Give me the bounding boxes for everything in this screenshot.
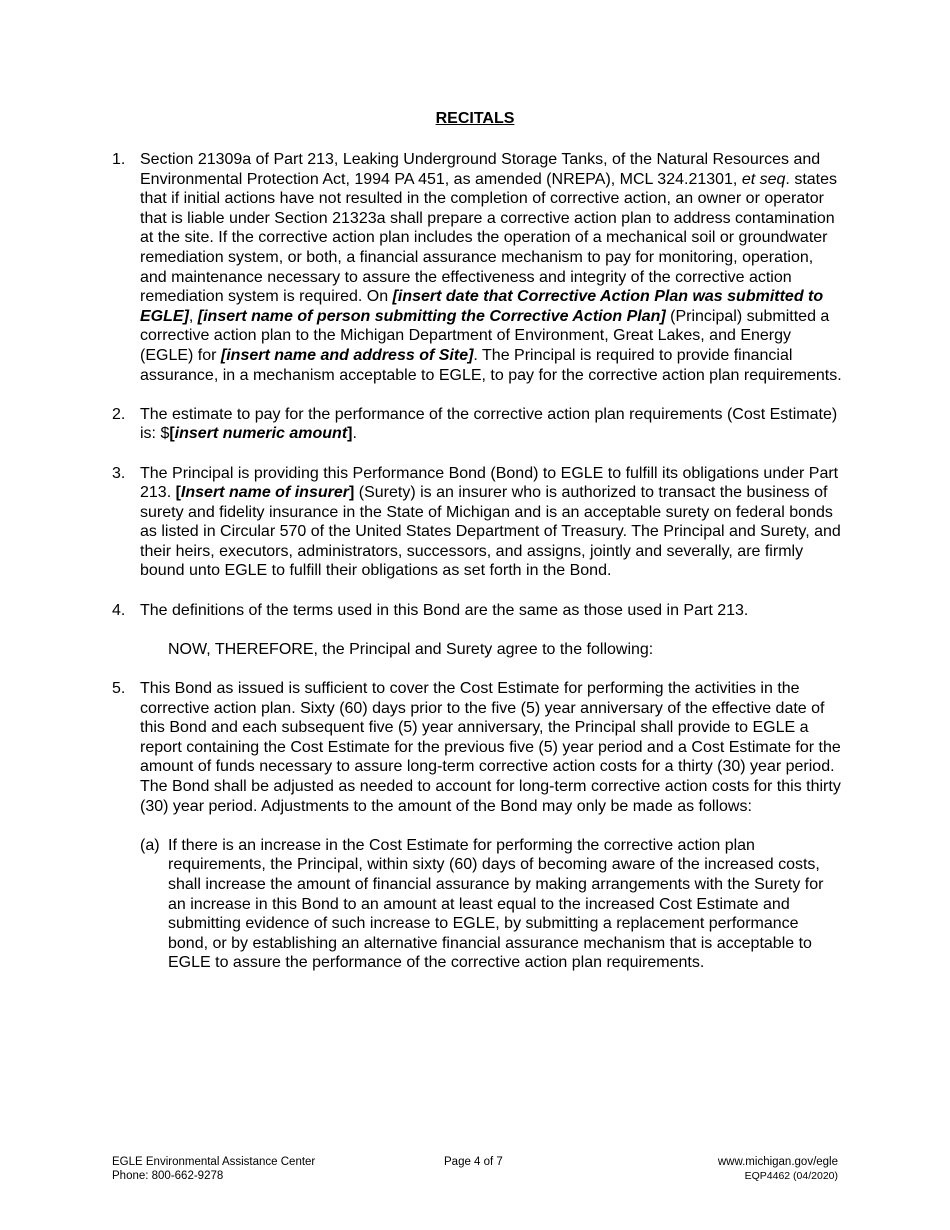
text-run: The Principal is providing this Performance Bond (Bond) to EGLE to fulfill its obligations under Part 213.: [140, 464, 839, 502]
item-text: The definitions of the terms used in this Bond are the same as those used in Part 213.: [140, 601, 749, 619]
item-number: 2.: [112, 405, 126, 423]
recital-item-4: [112, 601, 842, 621]
item-number: 3.: [112, 464, 126, 482]
item-text: [140, 464, 842, 582]
text-run: (Surety) is an insurer who is authorized to transact the business of surety and fidelity insurance in the State of Michigan and is an acceptable surety on federal bonds as listed in Circular 570 of the United States Department of Treasury. The Principal and Surety, and their heirs, executors, administrators, successors, and assigns, jointly and severally, are firmly bound unto EGLE to fulfill their obligations as set forth in the Bond.: [140, 484, 841, 580]
recital-item-1: [112, 150, 842, 385]
placeholder-amount: insert numeric amount: [174, 425, 348, 443]
footer-url: www.michigan.gov/egle: [717, 1156, 838, 1168]
footer-org: EGLE Environmental Assistance Center: [112, 1156, 316, 1168]
item-text: [140, 405, 842, 444]
text-run: .: [352, 425, 357, 443]
recital-item-3: [112, 464, 842, 582]
text-run: . states that if initial actions have not resulted in the completion of corrective action, an owner or operator that is liable under Section 21323a shall prepare a corrective action plan to address contamination at the site. If the corrective action plan includes the operation of a mechanical soil or groundwater remediation system, or both, a financial assurance mechanism to pay for monitoring, operation, and maintenance necessary to assure the effectiveness and integrity of the corrective action remediation system is required. On: [140, 170, 837, 306]
bracket-close: ]: [348, 484, 355, 502]
placeholder-submitter-name: [insert name of person submitting the Corrective Action Plan]: [197, 307, 666, 325]
item-number: 1.: [112, 151, 126, 168]
placeholder-cap-date: [insert date that Corrective Action Plan was submitted to EGLE]: [140, 288, 824, 325]
footer-form-number: EQP4462 (04/2020): [744, 1170, 838, 1182]
text-run: . The Principal is required to provide financial assurance, in a mechanism acceptable to EGLE, to pay for the corrective action plan requirements.: [140, 346, 842, 384]
text-run: Section 21309a of Part 213, Leaking Underground Storage Tanks, of the Natural Resources and Environmental Protection Act, 1994 PA 451, as amended (NREPA), MCL 324.21301,: [140, 151, 821, 188]
now-therefore-clause: NOW, THEREFORE, the Principal and Surety agree to the following:: [168, 640, 654, 658]
sub-item-number: (a): [140, 836, 160, 854]
item-text: [140, 150, 842, 385]
recital-item-2: [112, 405, 842, 444]
text-run-italic: et seq: [741, 170, 786, 188]
sub-item-text: If there is an increase in the Cost Estimate for performing the corrective action plan requirements, the Principal, within sixty (60) days of becoming aware of the increased costs, shall increase the amount of financial assurance by making arrangements with the Surety for an increase in this Bond to an amount at least equal to the increased Cost Estimate and submitting evidence of such increase to EGLE, by submitting a replacement performance bond, or by establishing an alternative financial assurance mechanism that is acceptable to EGLE to assure the performance of the corrective action plan requirements.: [168, 836, 824, 972]
text-run: ,: [188, 307, 198, 325]
document-body: [112, 150, 842, 973]
footer-contact: [112, 1155, 315, 1183]
item-text: This Bond as issued is sufficient to cover the Cost Estimate for performing the activities in the corrective action plan. Sixty (60) days prior to the five (5) year anniversary of the effective date of this Bond and each subsequent five (5) year anniversary, the Principal shall provide to EGLE a report containing the Cost Estimate for the previous five (5) year period and a Cost Estimate for the amount of funds necessary to assure long-term corrective action costs for a thirty (30) year period. The Bond shall be adjusted as needed to account for long-term corrective action costs for this thirty (30) year period. Adjustments to the amount of the Bond may only be made as follows:: [140, 680, 841, 815]
agreement-item-5: [112, 679, 842, 816]
bracket-open: [: [175, 484, 181, 502]
footer-phone: Phone: 800-662-9278: [112, 1170, 224, 1182]
sub-item-a: [140, 836, 842, 973]
placeholder-site-address: [insert name and address of Site]: [220, 346, 474, 364]
text-run: (Principal) submitted a corrective action plan to the Michigan Department of Environment, Great Lakes, and Energy (EGLE) for: [140, 307, 830, 364]
placeholder-insurer-name: Insert name of insurer: [180, 484, 349, 502]
bracket-open: [: [169, 425, 175, 443]
item-number: 4.: [112, 601, 126, 619]
section-heading: RECITALS: [435, 110, 515, 127]
footer-page-number: Page 4 of 7: [444, 1156, 503, 1168]
footer-right: [718, 1155, 838, 1183]
item-number: 5.: [112, 680, 126, 698]
text-run: The estimate to pay for the performance of the corrective action plan requirements (Cost Estimate) is: $: [140, 405, 838, 443]
bracket-close: ]: [347, 425, 353, 443]
